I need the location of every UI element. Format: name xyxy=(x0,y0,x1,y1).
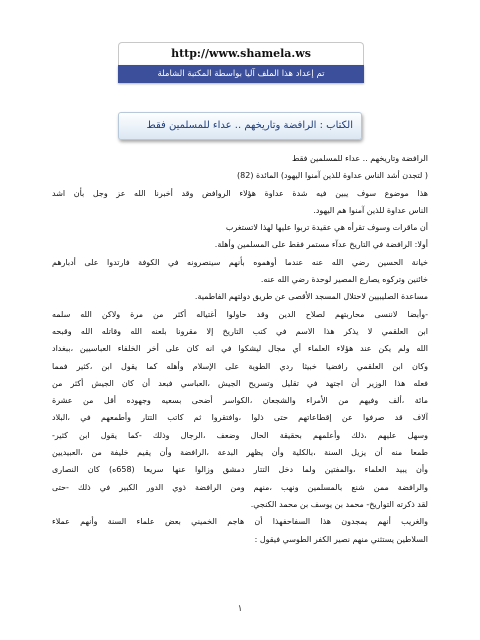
body-line: مساعدة الصليبيين لاحتلال المسجد الأقصى عن طريق دولتهم الفاطمية. xyxy=(194,292,428,302)
body-line: آلاف قد صرفوا عن إقطاعاتهم حتى ذلوا ،وافتقروا ثم كاتب التتار وأطمعهم في ،البلاد xyxy=(52,413,428,423)
body-line: والرافضة ممن شنع بالمسلمين ونهب ،منهم ومن الرافضة ذوي الدور الكبير في ذلك -حتى xyxy=(52,482,428,492)
generated-by-banner: تم إعداد هذا الملف آليا بواسطة المكتبة الشاملة xyxy=(118,65,364,83)
body-line: لقد ذكرته التواريخ- محمد بن يوسف بن محمد الكنجي. xyxy=(250,499,428,509)
body-line: الناس عداوة للذين آمنوا هم اليهود. xyxy=(313,205,428,215)
body-line: هذا موضوع سوف يبين فيه شدة عداوة هؤلاء الروافض وقد أخبرنا الله عز وجل بأن اشد xyxy=(52,188,428,198)
book-title: الكتاب : الرافضة وتاريخهم .. عداء للمسلمين فقط xyxy=(146,120,353,131)
page-number: ١ xyxy=(237,604,243,614)
header xyxy=(118,42,364,83)
body-line: ابن العلقمي لا يذكر هذا الاسم في كتب التاريخ إلا مقرونا بلعنه الله وقاتله الله وقبحه xyxy=(52,326,428,336)
body-line: وكان ابن العلقمي رافضيا خبيثا ردي الطوية على الإسلام وأهله كما يقول ابن ،كثير فمما xyxy=(52,361,428,371)
source-url[interactable]: http://www.shamela.ws xyxy=(118,42,364,65)
body-line: مائة ،ألف وفيهم من الأمراء والشجعان ،الكواسر أضحى بسعيه وجهوده أقل من عشرة xyxy=(52,396,428,406)
body-line: خائنين وتركوه يصارع المصير لوحدة رضي الله عنه. xyxy=(260,275,428,285)
body-line: الله ولم يكن عند هؤلاء العلماء أي مجال ليشكوا في انه كان على أخر الخلفاء العباسيين ،ببغداد xyxy=(52,344,428,354)
body-line: خيانة الحسين رضي الله عنه عندما أوهموه بأنهم سينصرونه في الكوفة فارتدوا على أدبارهم xyxy=(52,257,428,267)
body-line: السلاطين يستثني منهم نصير الكفر الطوسي فيقول : xyxy=(254,534,428,544)
article-body xyxy=(52,150,428,548)
body-line: وأن يبيد العلماء ،والمفتين ولما دخل التتار دمشق وزالوا عنها سريعا (658ه) كان النصارى xyxy=(52,465,428,475)
body-line: فعله هذا الوزير أن اجتهد في تقليل وتسريح الجيش ،العباسي فبعد أن كان الجيش أكثر من xyxy=(52,378,428,388)
book-title-box xyxy=(118,112,362,140)
body-line: والغريب أنهم يمجدون هذا السفاحفهذا أن هاجم الخميني بعض علماء السنة وأنهم عملاء xyxy=(52,517,428,527)
body-line: الرافضة وتاريخهم .. عداء للمسلمين فقط xyxy=(292,154,428,163)
body-line: ( لتجدن أشد الناس عداوة للذين آمنوا اليهود) المائدة (82) xyxy=(237,171,428,181)
body-line: -وأبضا لاننسى محاربتهم لصلاح الدين وقد حاولوا أغتياله أكثر من مرة ولاكن الله سلمه xyxy=(52,309,428,319)
body-line: طمعا منه أن يزيل السنة ،بالكلية وأن يظهر البدعة ،الرافضة وأن يقيم خليفة من ،العبيديين xyxy=(52,448,428,458)
body-line: أن ماقرات وسوف تقرأه هي عقيدة تربوا عليها لهذا لاتستغرب xyxy=(225,223,428,233)
body-line: وسهل عليهم ،ذلك وأعلمهم بحقيقة الحال وضعف ،الرجال وذلك -كما يقول ابن كثير- xyxy=(52,430,428,440)
body-line: أولا: الرافضة في التاريخ عدآء مستمر فقط على المسلمين وأهلة. xyxy=(214,240,428,250)
